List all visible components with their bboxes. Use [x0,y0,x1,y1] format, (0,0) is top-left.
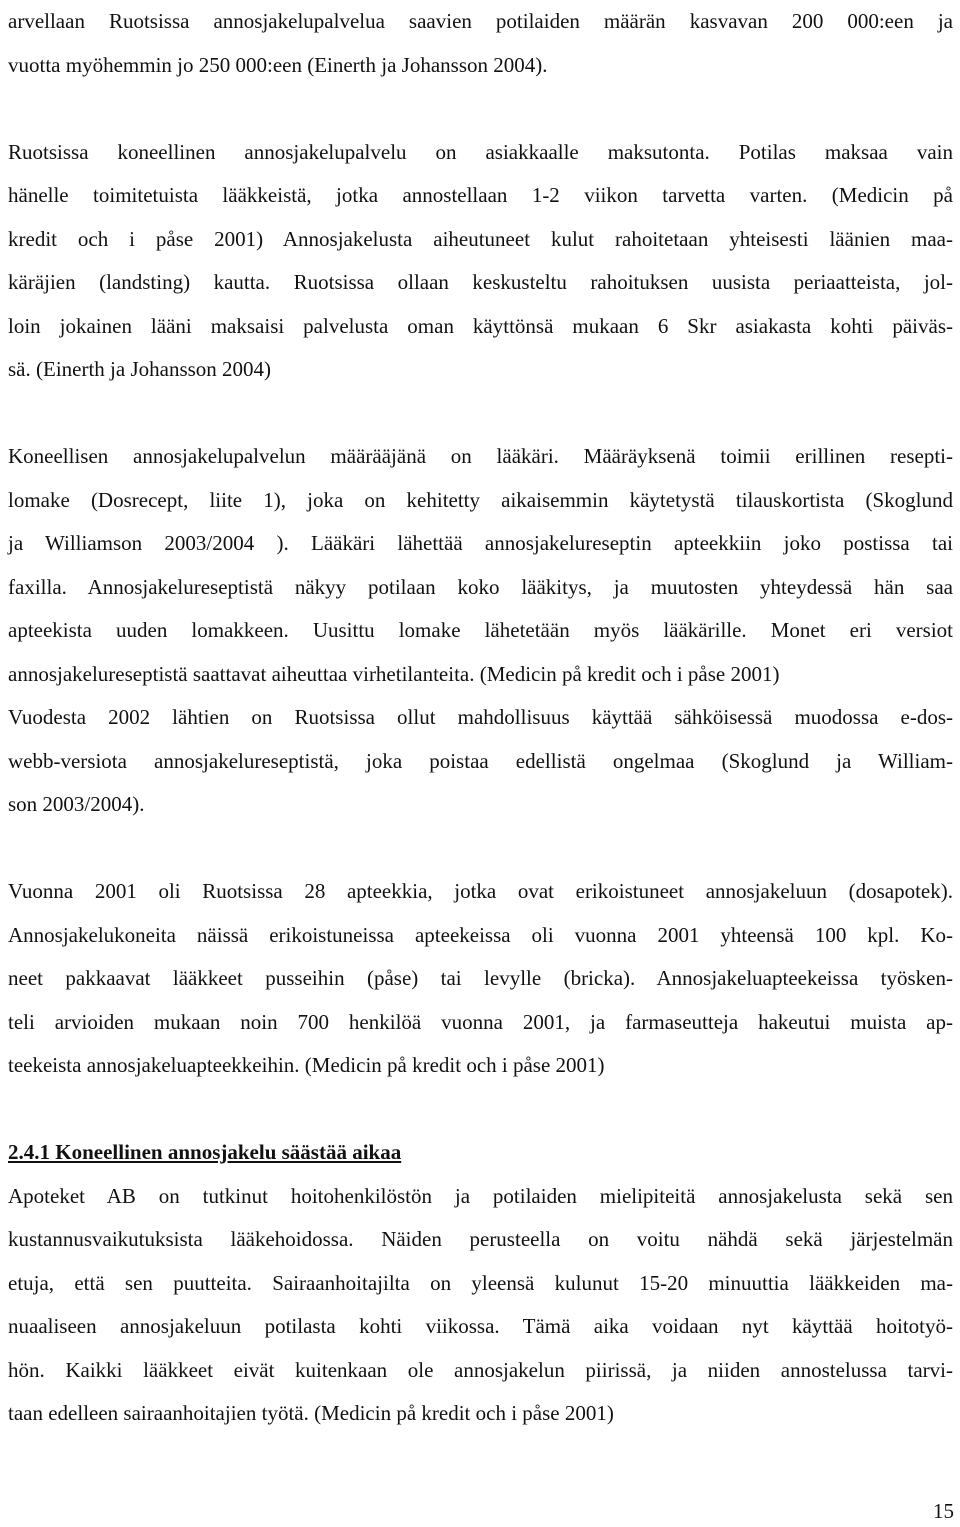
text-line: teli arvioiden mukaan noin 700 henkilöä vuonna 2001, ja farmaseutteja hakeutui muista ap- [8,1009,953,1034]
text-line: etuja, että sen puutteita. Sairaanhoitajilta on yleensä kulunut 15-20 minuuttia lääkkeiden ma- [8,1270,953,1295]
text-line: hön. Kaikki lääkkeet eivät kuitenkaan ole annosjakelun piirissä, ja niiden annostelussa tarvi- [8,1357,953,1382]
paragraph-4 [8,870,953,1088]
text-line: son 2003/2004). [8,792,145,816]
text-line: loin jokainen lääni maksaisi palvelusta oman käyttönsä mukaan 6 Skr asiakasta kohti päiväs- [8,313,953,338]
text-line: lomake (Dosrecept, liite 1), joka on kehitetty aikaisemmin käytetystä tilauskortista (Skoglund [8,487,953,512]
text-line: teekeista annosjakeluapteekkeihin. (Medicin på kredit och i påse 2001) [8,1053,605,1077]
section-heading: 2.4.1 Koneellinen annosjakelu säästää aikaa [8,1140,402,1164]
text-line: vuotta myöhemmin jo 250 000:een (Einerth ja Johansson 2004). [8,52,548,77]
paragraph-gap [8,827,953,871]
paragraph-gap [8,392,953,436]
paragraph-3 [8,435,953,827]
text-line: käräjien (landsting) kautta. Ruotsissa ollaan keskusteltu rahoituksen uusista periaatteista, jol- [8,270,953,294]
text-line: webb-versiota annosjakelureseptistä, joka poistaa edellistä ongelmaa (Skoglund ja William- [8,748,953,773]
paragraph-2 [8,131,953,392]
text-line: hänelle toimitetuista lääkkeistä, jotka annostellaan 1-2 viikon tarvetta varten. (Medicin på [8,183,953,207]
text-line: annosjakelureseptistä saattavat aiheuttaa virhetilanteita. (Medicin på kredit och i påse 2001) [8,661,780,686]
text-line: Ruotsissa koneellinen annosjakelupalvelu on asiakkaalle maksutonta. Potilas maksaa vain [8,139,953,164]
paragraph-gap [8,87,953,131]
text-line: faxilla. Annosjakelureseptistä näkyy potilaan koko lääkitys, ja muutosten yhteydessä hän saa [8,574,953,599]
text-line: kredit och i påse 2001) Annosjakelusta aiheutuneet kulut rahoitetaan yhteisesti läänien maa- [8,226,953,251]
section-2-4-1 [8,1131,953,1436]
text-line: ja Williamson 2003/2004 ). Lääkäri lähettää annosjakelureseptin apteekkiin joko postissa tai [8,531,953,555]
paragraph-1 [8,0,953,87]
text-line: nuaaliseen annosjakeluun potilasta kohti viikossa. Tämä aika voidaan nyt käyttää hoitotyö- [8,1314,953,1338]
text-line: Annosjakelukoneita näissä erikoistuneissa apteekeissa oli vuonna 2001 yhteensä 100 kpl. Ko- [8,922,953,947]
page-number: 15 [933,1499,954,1523]
text-line: taan edelleen sairaanhoitajien työtä. (Medicin på kredit och i påse 2001) [8,1401,614,1425]
document-page [8,0,953,1436]
text-line: Vuonna 2001 oli Ruotsissa 28 apteekkia, jotka ovat erikoistuneet annosjakeluun (dosapotek). [8,879,953,903]
text-line: apteekista uuden lomakkeen. Uusittu lomake lähetetään myös lääkärille. Monet eri versiot [8,618,953,642]
text-line: Apoteket AB on tutkinut hoitohenkilöstön ja potilaiden mielipiteitä annosjakelusta sekä sen [8,1183,953,1208]
text-line: Vuodesta 2002 lähtien on Ruotsissa ollut mahdollisuus käyttää sähköisessä muodossa e-dos- [8,705,953,729]
text-line: neet pakkaavat lääkkeet pusseihin (påse) tai levylle (bricka). Annosjakeluapteekeissa työsken- [8,966,953,990]
text-line: kustannusvaikutuksista lääkehoidossa. Näiden perusteella on voitu nähdä sekä järjestelmän [8,1227,953,1251]
text-line: arvellaan Ruotsissa annosjakelupalvelua saavien potilaiden määrän kasvavan 200 000:een ja [8,9,953,33]
text-line: sä. (Einerth ja Johansson 2004) [8,357,272,381]
paragraph-gap [8,1088,953,1132]
text-line: Koneellisen annosjakelupalvelun määrääjänä on lääkäri. Määräyksenä toimii erillinen resepti- [8,444,953,468]
